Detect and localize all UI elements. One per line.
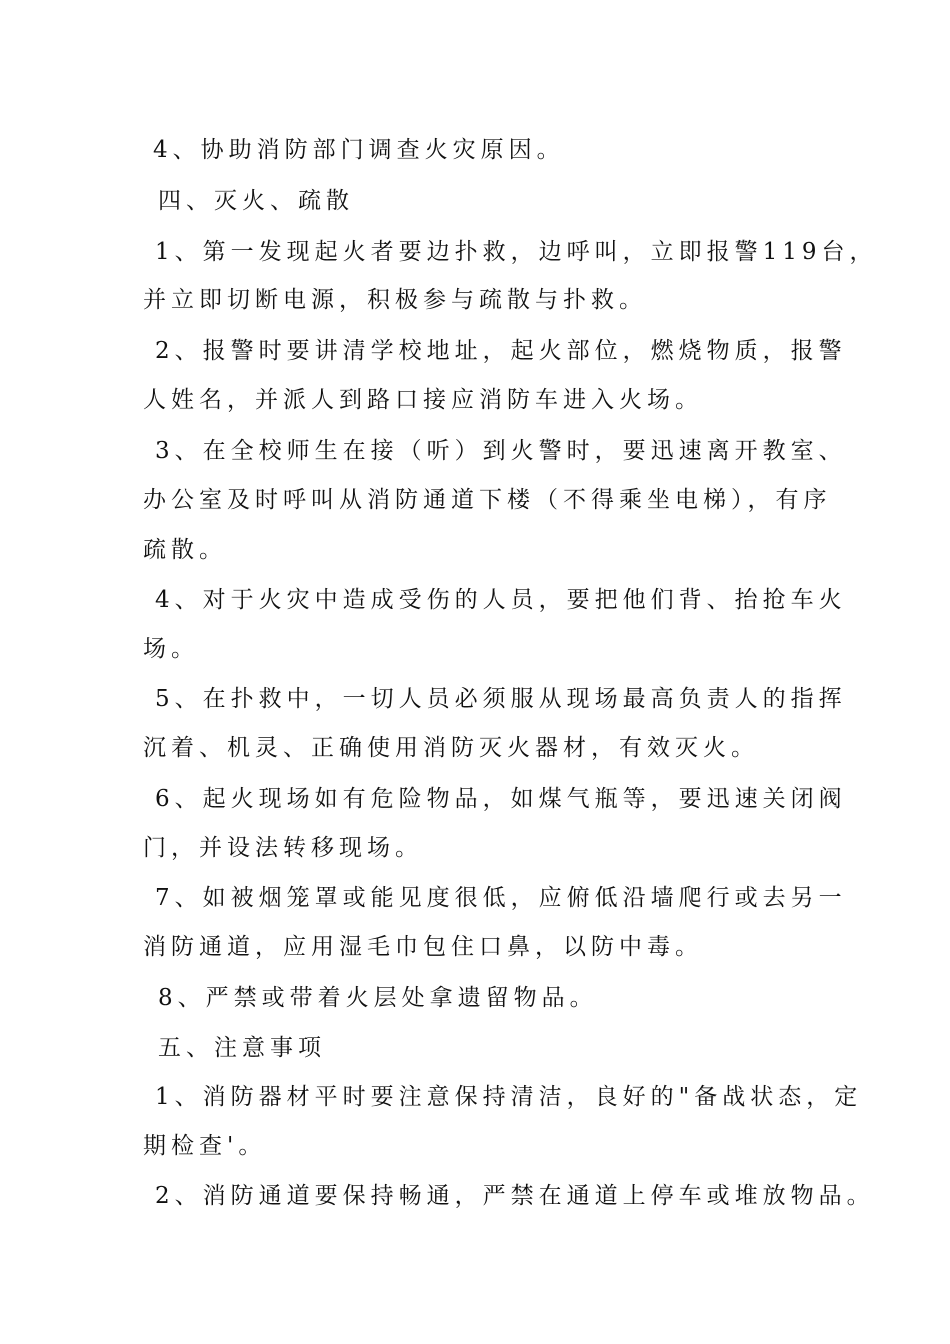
text-line: 6、起火现场如有危险物品，如煤气瓶等，要迅速关闭阀 (155, 786, 847, 812)
text-line: 场。 (143, 636, 199, 662)
text-line: 人姓名，并派人到路口接应消防车进入火场。 (143, 387, 703, 413)
text-line: 4、协助消防部门调查火灾原因。 (153, 137, 565, 163)
text-line: 并立即切断电源，积极参与疏散与扑救。 (143, 287, 647, 313)
text-line: 期检查'。 (143, 1133, 267, 1159)
text-line: 3、在全校师生在接（听）到火警时，要迅速离开教室、 (155, 438, 847, 464)
text-line: 5、在扑救中，一切人员必须服从现场最高负责人的指挥 (155, 686, 847, 712)
text-line: 4、对于火灾中造成受伤的人员，要把他们背、抬抢车火 (155, 587, 847, 613)
text-line: 门，并设法转移现场。 (143, 835, 423, 861)
text-line: 8、严禁或带着火层处拿遗留物品。 (158, 985, 598, 1011)
text-line: 1、第一发现起火者要边扑救，边呼叫，立即报警119台， (155, 239, 878, 265)
text-line: 2、消防通道要保持畅通，严禁在通道上停车或堆放物品。 (155, 1183, 875, 1209)
text-line: 2、报警时要讲清学校地址，起火部位，燃烧物质，报警 (155, 338, 847, 364)
text-line: 疏散。 (143, 537, 227, 563)
text-line: 7、如被烟笼罩或能见度很低，应俯低沿墙爬行或去另一 (155, 885, 847, 911)
section-heading: 四、灭火、疏散 (158, 188, 354, 214)
text-line: 消防通道，应用湿毛巾包住口鼻，以防中毒。 (143, 934, 703, 960)
section-heading: 五、注意事项 (158, 1035, 326, 1061)
text-line: 办公室及时呼叫从消防通道下楼（不得乘坐电梯），有序 (143, 487, 832, 513)
text-line: 1、消防器材平时要注意保持清洁，良好的"备战状态，定 (155, 1084, 863, 1110)
text-line: 沉着、机灵、正确使用消防灭火器材，有效灭火。 (143, 735, 759, 761)
